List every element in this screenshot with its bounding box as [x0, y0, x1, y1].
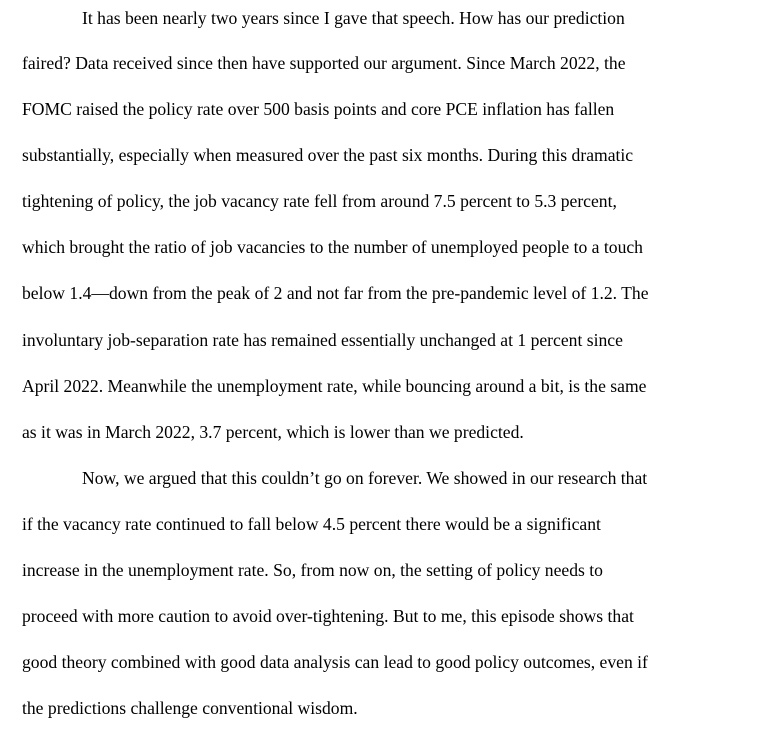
text-line: proceed with more caution to avoid over-tightening. But to me, this episode shows that [22, 606, 634, 626]
text-line: good theory combined with good data analysis can lead to good policy outcomes, even if [22, 652, 648, 672]
text-line: involuntary job-separation rate has remained essentially unchanged at 1 percent since [22, 330, 623, 350]
text-line: below 1.4—down from the peak of 2 and not far from the pre-pandemic level of 1.2. The [22, 283, 649, 303]
text-line: if the vacancy rate continued to fall below 4.5 percent there would be a significant [22, 514, 601, 534]
text-line: substantially, especially when measured over the past six months. During this dramatic [22, 145, 634, 165]
text-line: FOMC raised the policy rate over 500 basis points and core PCE inflation has fallen [22, 99, 615, 119]
text-line: increase in the unemployment rate. So, from now on, the setting of policy needs to [22, 560, 603, 580]
text-line: faired? Data received since then have supported our argument. Since March 2022, the [22, 53, 626, 73]
text-line: tightening of policy, the job vacancy rate fell from around 7.5 percent to 5.3 percent, [22, 191, 617, 211]
text-line: It has been nearly two years since I gave that speech. How has our prediction [82, 8, 625, 28]
text-line: Now, we argued that this couldn’t go on forever. We showed in our research that [82, 468, 648, 488]
text-line: the predictions challenge conventional wisdom. [22, 698, 358, 718]
text-line: which brought the ratio of job vacancies to the number of unemployed people to a touch [22, 237, 643, 257]
text-line: April 2022. Meanwhile the unemployment rate, while bouncing around a bit, is the same [22, 376, 647, 396]
text-line: as it was in March 2022, 3.7 percent, which is lower than we predicted. [22, 422, 524, 442]
